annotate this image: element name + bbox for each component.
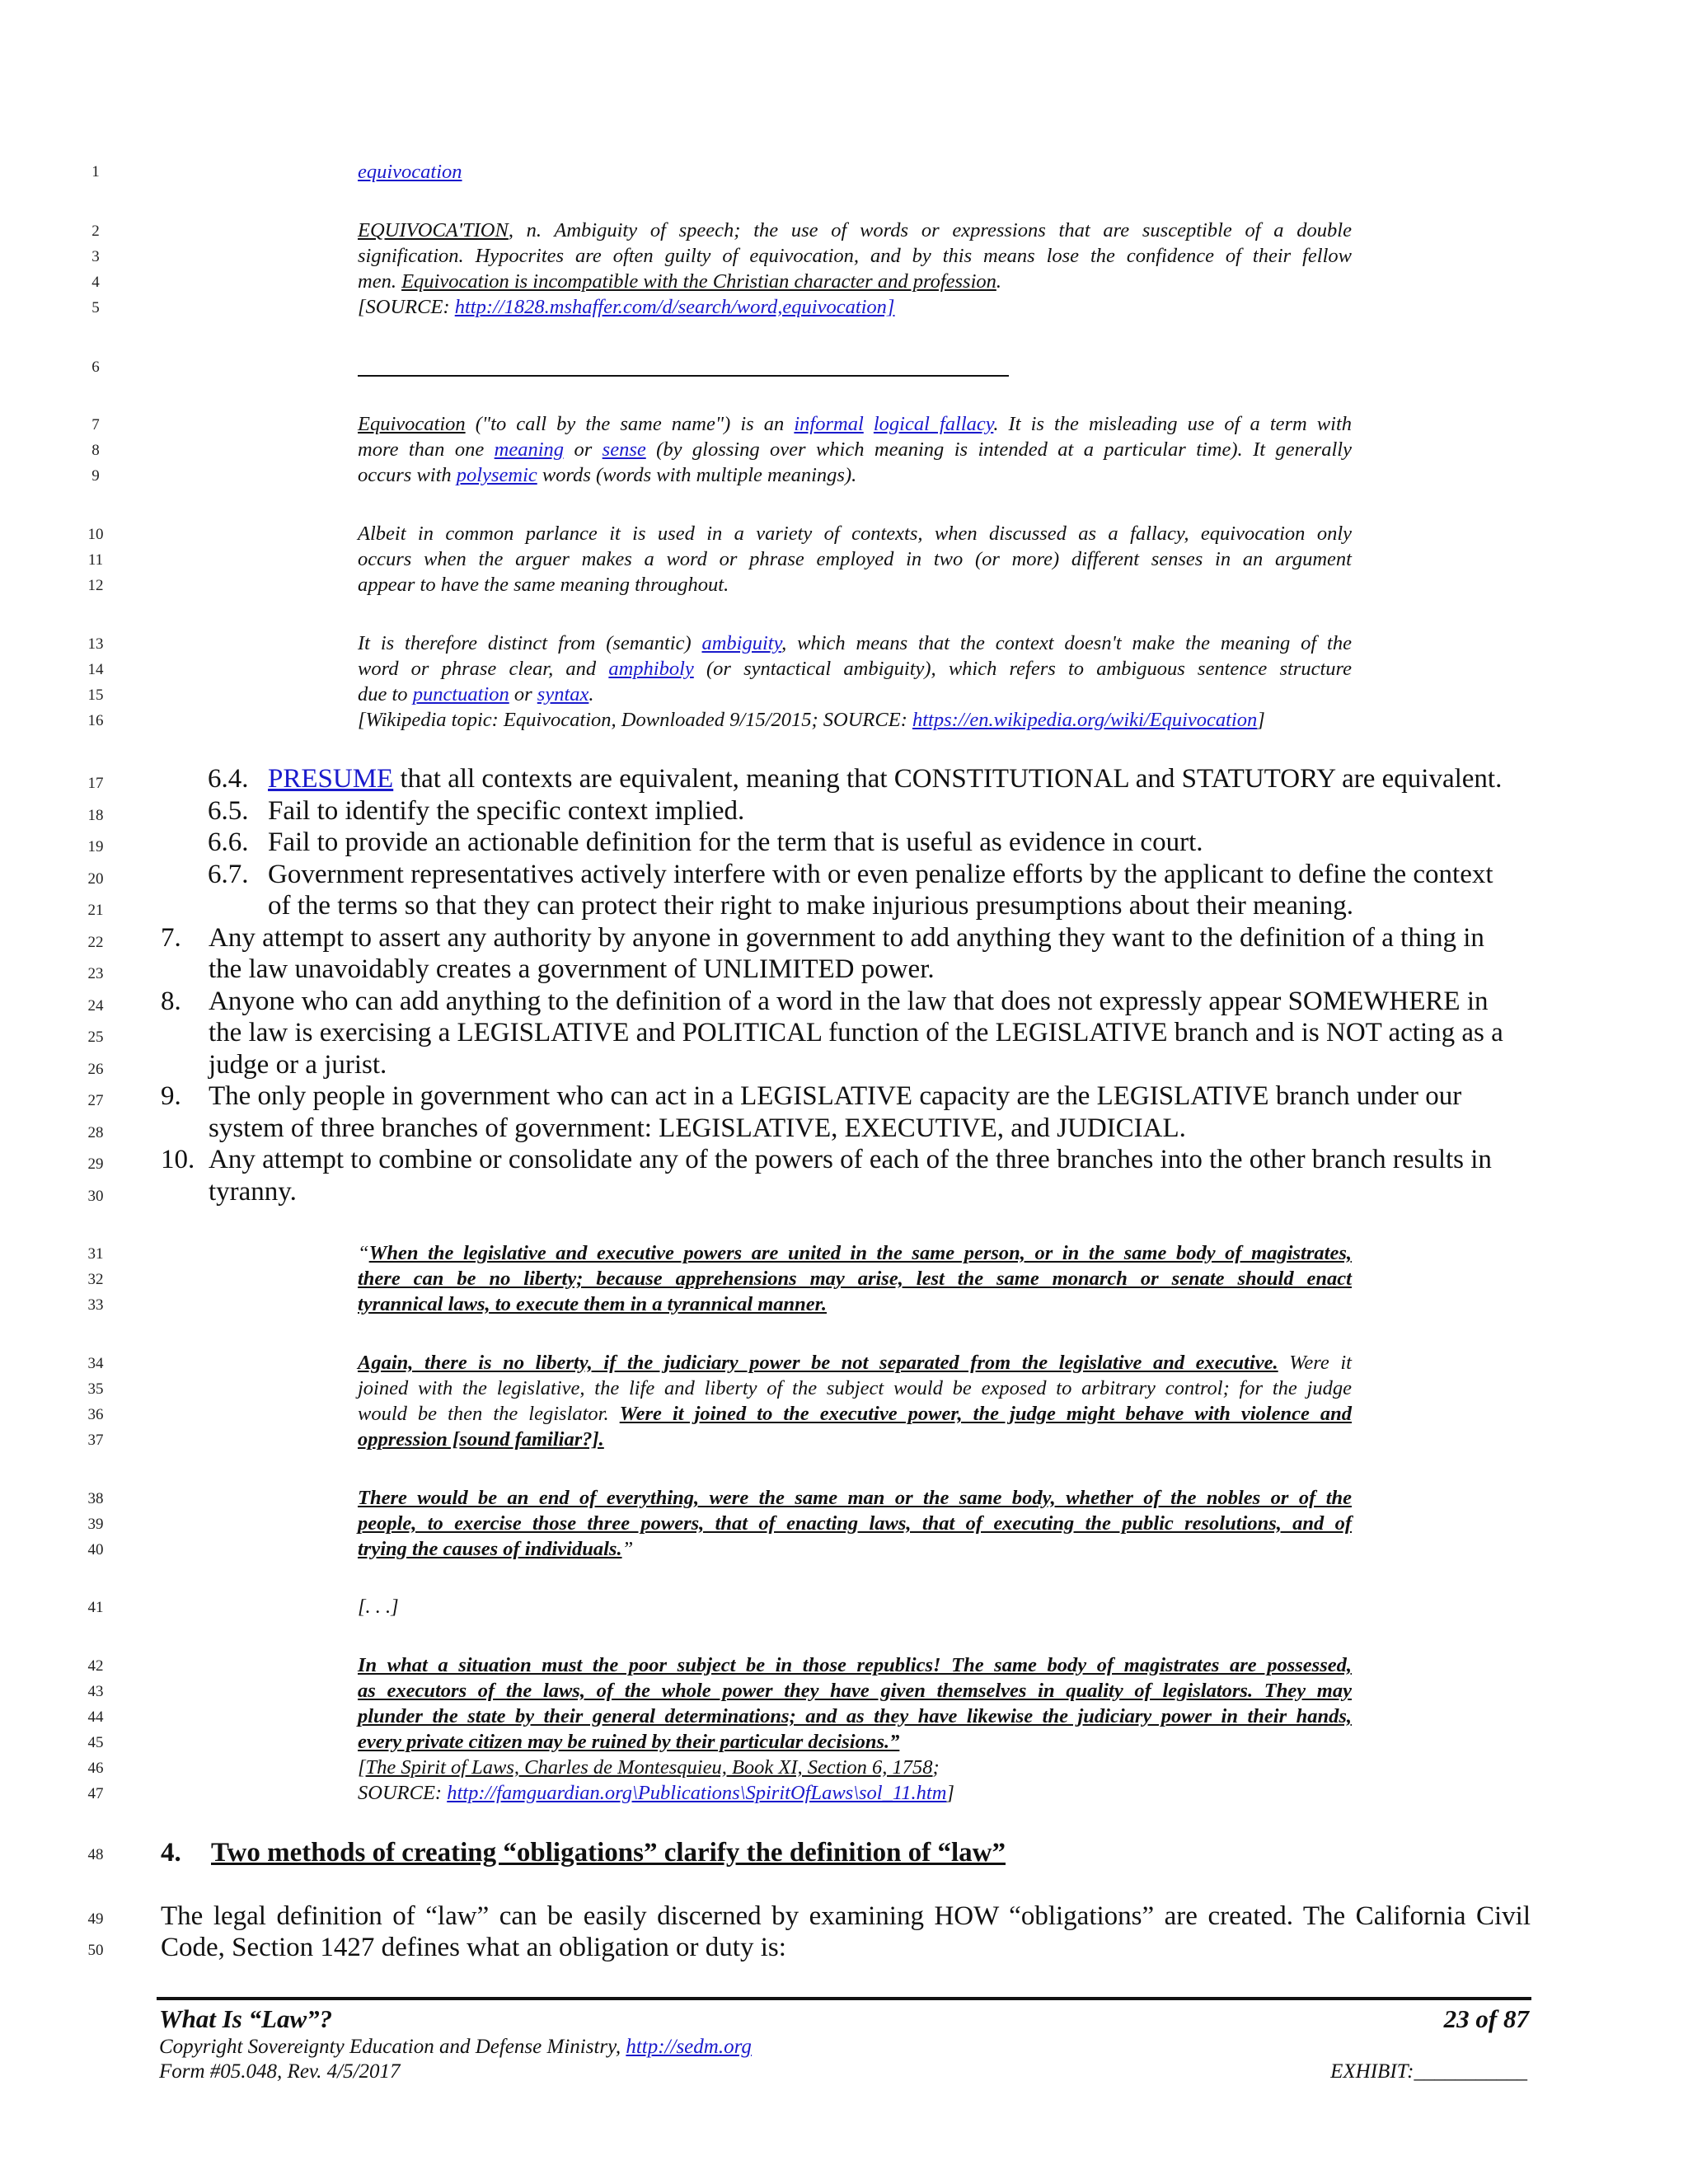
quote-ellipsis: [. . .] xyxy=(358,1596,399,1618)
list-item-continued: system of three branches of government: LEGISLATIVE, EXECUTIVE, and JUDICIAL. xyxy=(209,1113,1186,1143)
line-number: 26 xyxy=(87,1061,104,1078)
ambiguity-link[interactable]: ambiguity xyxy=(701,632,782,654)
quote-line: due to punctuation or syntax. xyxy=(358,683,594,705)
quote-line: there can be no liberty; because apprehensions may arise, lest the same monarch or senate should enact xyxy=(358,1268,1352,1290)
line-number: 6 xyxy=(91,359,100,376)
logical-fallacy-link[interactable]: logical fallacy xyxy=(873,413,994,435)
section-title: Two methods of creating “obligations” clarify the definition of “law” xyxy=(211,1838,1006,1868)
quote-source-line: [Wikipedia topic: Equivocation, Downloaded 9/15/2015; SOURCE: https://en.wikipedia.org/wiki/Equivocation] xyxy=(358,709,1265,731)
quote-line: as executors of the laws, of the whole power they have given themselves in quality of legislators. They may xyxy=(358,1680,1352,1702)
quote-line: joined with the legislative, the life and liberty of the subject would be exposed to arbitrary control; for the judge xyxy=(358,1377,1352,1399)
quote-line: would be then the legislator. Were it joined to the executive power, the judge might behave with violence and xyxy=(358,1403,1353,1425)
line-number: 49 xyxy=(87,1910,104,1928)
line-number: 43 xyxy=(87,1683,104,1700)
informal-link[interactable]: informal xyxy=(794,413,864,435)
line-number: 36 xyxy=(87,1406,104,1423)
quote-source-line: [SOURCE: http://1828.mshaffer.com/d/search/word,equivocation] xyxy=(358,296,895,318)
line-number: 41 xyxy=(87,1599,104,1616)
quote-title-line xyxy=(358,159,1352,185)
syntax-link[interactable]: syntax xyxy=(537,683,589,705)
list-item: Government representatives actively interfere with or even penalize efforts by the applicant to define the context xyxy=(268,860,1493,889)
list-item-continued: judge or a jurist. xyxy=(209,1050,387,1080)
line-number: 30 xyxy=(87,1188,104,1205)
line-number: 5 xyxy=(91,299,100,316)
line-number: 18 xyxy=(87,807,104,824)
line-number: 25 xyxy=(87,1029,104,1046)
footer-copyright: Copyright Sovereignty Education and Defense Ministry, http://sedm.org xyxy=(159,2036,752,2058)
quote-line: people, to exercise those three powers, that of enacting laws, that of executing the public resolutions, and of xyxy=(358,1512,1352,1535)
line-number: 34 xyxy=(87,1355,104,1372)
line-number: 40 xyxy=(87,1541,104,1558)
horizontal-rule xyxy=(358,375,1009,377)
quote-line: Equivocation ("to call by the same name") is an informal logical fallacy. It is the misleading use of a term with xyxy=(358,413,1353,435)
quote-line: occurs when the arguer makes a word or phrase employed in two (or more) different senses in an argument xyxy=(358,548,1352,570)
quote-line: occurs with polysemic words (words with multiple meanings). xyxy=(358,464,857,486)
punctuation-link[interactable]: punctuation xyxy=(412,683,509,705)
list-item: PRESUME that all contexts are equivalent, meaning that CONSTITUTIONAL and STATUTORY are equivalent. xyxy=(268,764,1503,794)
quote-line: There would be an end of everything, were the same man or the same body, whether of the nobles or of the xyxy=(358,1487,1352,1509)
line-number: 27 xyxy=(87,1092,104,1109)
list-number: 9. xyxy=(161,1081,181,1111)
quote-source-line: SOURCE: http://famguardian.org\Publications\SpiritOfLaws\sol_11.htm] xyxy=(358,1782,954,1804)
list-number: 6.7. xyxy=(208,860,249,889)
quote-line: oppression [sound familiar?]. xyxy=(358,1428,604,1451)
list-number: 6.5. xyxy=(208,796,249,826)
quote-line: every private citizen may be ruined by their particular decisions.” xyxy=(358,1731,900,1753)
list-item: Anyone who can add anything to the definition of a word in the law that does not expressly appear SOMEWHERE in xyxy=(209,987,1489,1016)
line-number: 39 xyxy=(87,1516,104,1533)
quote-line: tyrannical laws, to execute them in a tyrannical manner. xyxy=(358,1293,827,1315)
quote-line: “When the legislative and executive powers are united in the same person, or in the same body of magistrates, xyxy=(358,1242,1352,1264)
line-number: 20 xyxy=(87,870,104,888)
list-item-continued: tyranny. xyxy=(209,1177,297,1207)
line-number: 14 xyxy=(87,661,104,678)
line-number: 2 xyxy=(91,223,100,240)
list-item: Any attempt to assert any authority by anyone in government to add anything they want to the definition of a thing in xyxy=(209,923,1484,953)
line-number: 16 xyxy=(87,712,104,729)
list-item: The only people in government who can act in a LEGISLATIVE capacity are the LEGISLATIVE branch under our xyxy=(209,1081,1462,1111)
line-number: 24 xyxy=(87,997,104,1015)
quote-line: men. Equivocation is incompatible with the Christian character and profession. xyxy=(358,270,1001,293)
equivocation-link[interactable]: equivocation xyxy=(358,161,462,183)
list-number: 6.6. xyxy=(208,827,249,857)
quote-line: Albeit in common parlance it is used in a variety of contexts, when discussed as a fallacy, equivocation only xyxy=(358,523,1352,545)
line-number: 35 xyxy=(87,1380,104,1398)
line-number: 31 xyxy=(87,1245,104,1263)
footer-page-number: 23 of 87 xyxy=(1443,2004,1529,2033)
footer-form-number: Form #05.048, Rev. 4/5/2017 xyxy=(159,2060,401,2083)
quote-line: signification. Hypocrites are often guilty of equivocation, and by this means lose the confidence of their fellow xyxy=(358,245,1352,267)
line-number: 10 xyxy=(87,526,104,543)
polysemic-link[interactable]: polysemic xyxy=(456,464,537,486)
line-number: 44 xyxy=(87,1708,104,1726)
line-number: 45 xyxy=(87,1734,104,1751)
famguardian-link[interactable]: http://famguardian.org\Publications\SpiritOfLaws\sol_11.htm xyxy=(447,1782,947,1804)
quote-line: more than one meaning or sense (by glossing over which meaning is intended at a particular time). It generally xyxy=(358,438,1352,461)
quote-line: It is therefore distinct from (semantic) ambiguity, which means that the context doesn't make the meaning of the xyxy=(358,632,1352,654)
list-number: 6.4. xyxy=(208,764,249,794)
list-number: 7. xyxy=(161,923,181,953)
line-number: 17 xyxy=(87,775,104,792)
quote-line: word or phrase clear, and amphiboly (or syntactical ambiguity), which refers to ambiguous sentence structure xyxy=(358,658,1352,680)
line-number: 21 xyxy=(87,902,104,919)
wikipedia-link[interactable]: https://en.wikipedia.org/wiki/Equivocation xyxy=(912,709,1258,731)
line-number: 15 xyxy=(87,687,104,704)
quote-line: plunder the state by their general determinations; and as they have likewise the judiciary power in their hands, xyxy=(358,1705,1352,1727)
line-number: 4 xyxy=(91,274,100,291)
quote-line: In what a situation must the poor subject be in those republics! The same body of magistrates are possessed, xyxy=(358,1654,1352,1676)
section-heading xyxy=(161,1838,1006,1868)
line-number: 1 xyxy=(91,163,100,180)
quote-line: appear to have the same meaning throughout. xyxy=(358,574,729,596)
list-item-continued: the law is exercising a LEGISLATIVE and POLITICAL function of the LEGISLATIVE branch and is NOT acting as a xyxy=(209,1018,1503,1047)
sedm-link[interactable]: http://sedm.org xyxy=(626,2036,752,2058)
amphiboly-link[interactable]: amphiboly xyxy=(608,658,694,680)
section-number: 4. xyxy=(161,1838,181,1868)
list-number: 8. xyxy=(161,987,181,1016)
line-number: 11 xyxy=(87,551,104,569)
meaning-link[interactable]: meaning xyxy=(494,438,565,461)
footer-exhibit: EXHIBIT:___________ xyxy=(1330,2060,1527,2083)
list-number: 10. xyxy=(161,1145,195,1174)
line-number: 46 xyxy=(87,1760,104,1777)
line-number: 42 xyxy=(87,1657,104,1675)
list-item: Fail to identify the specific context implied. xyxy=(268,796,745,826)
quote-line: Again, there is no liberty, if the judiciary power be not separated from the legislative and executive. Were it xyxy=(358,1352,1352,1374)
line-number: 12 xyxy=(87,577,104,594)
line-number: 33 xyxy=(87,1296,104,1314)
list-item-continued: of the terms so that they can protect their right to make injurious presumptions about their meaning. xyxy=(268,891,1353,921)
line-number: 50 xyxy=(87,1942,104,1959)
list-item: Any attempt to combine or consolidate any of the powers of each of the three branches into the other branch results in xyxy=(209,1145,1492,1174)
line-number: 19 xyxy=(87,838,104,855)
sense-link[interactable]: sense xyxy=(602,438,646,461)
list-item-continued: the law unavoidably creates a government of UNLIMITED power. xyxy=(209,954,935,984)
line-number: 38 xyxy=(87,1490,104,1507)
line-number: 32 xyxy=(87,1271,104,1288)
body-paragraph-line: The legal definition of “law” can be easily discerned by examining HOW “obligations” are created. The California Civil xyxy=(161,1901,1531,1931)
body-paragraph-line: Code, Section 1427 defines what an obligation or duty is: xyxy=(161,1933,786,1962)
line-number: 23 xyxy=(87,965,104,982)
footer-document-title: What Is “Law”? xyxy=(159,2004,333,2033)
line-number: 22 xyxy=(87,934,104,951)
quote-line: trying the causes of individuals.” xyxy=(358,1538,634,1560)
source-link[interactable]: http://1828.mshaffer.com/d/search/word,equivocation] xyxy=(454,296,895,318)
list-item: Fail to provide an actionable definition for the term that is useful as evidence in court. xyxy=(268,827,1203,857)
line-number: 13 xyxy=(87,635,104,653)
line-number: 28 xyxy=(87,1124,104,1141)
line-number: 7 xyxy=(91,416,100,434)
line-number: 9 xyxy=(91,467,100,485)
line-number: 8 xyxy=(91,442,100,459)
line-number: 29 xyxy=(87,1155,104,1173)
line-number: 37 xyxy=(87,1432,104,1449)
quote-line: EQUIVOCA'TION, n. Ambiguity of speech; the use of words or expressions that are susceptible of a double xyxy=(358,219,1352,241)
line-number: 47 xyxy=(87,1785,104,1802)
defined-term: EQUIVOCA'TION xyxy=(358,219,509,241)
line-number: 48 xyxy=(87,1846,104,1863)
quote-citation: [The Spirit of Laws, Charles de Montesquieu, Book XI, Section 6, 1758; xyxy=(358,1756,940,1779)
presume-link[interactable]: PRESUME xyxy=(268,764,394,794)
footer-rule xyxy=(157,1997,1531,2000)
line-number: 3 xyxy=(91,248,100,265)
